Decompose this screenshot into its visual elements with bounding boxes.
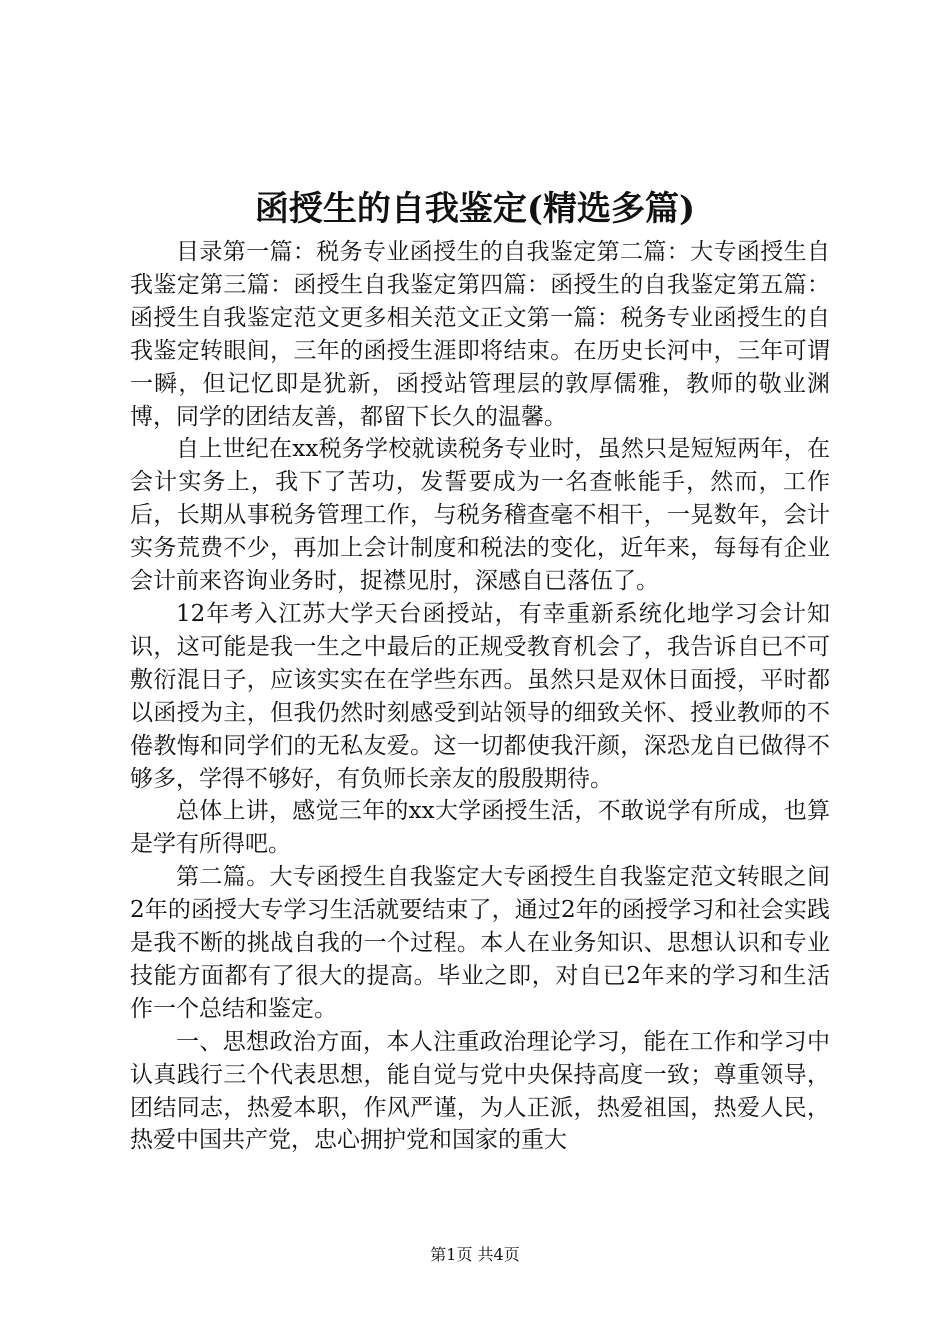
paragraph: 总体上讲，感觉三年的xx大学函授生活，不敢说学有所成，也算是学有所得吧。 xyxy=(130,798,830,858)
document-body xyxy=(130,236,830,1157)
paragraph: 自上世纪在xx税务学校就读税务专业时，虽然只是短短两年，在会计实务上，我下了苦功，发誓要成为一名查帐能手，然而，工作后，长期从事税务管理工作，与税务稽查毫不相干，一晃数年，会计实务荒费不少，再加上会计制度和税法的变化，近年来，每每有企业会计前来咨询业务时，捉襟见肘，深感自已落伍了。 xyxy=(130,436,830,595)
paragraph: 目录第一篇：税务专业函授生的自我鉴定第二篇：大专函授生自我鉴定第三篇：函授生自我鉴定第四篇：函授生的自我鉴定第五篇：函授生自我鉴定范文更多相关范文正文第一篇：税务专业函授生的自我鉴定转眼间，三年的函授生涯即将结束。在历史长河中，三年可谓一瞬，但记忆即是犹新，函授站管理层的敦厚儒雅，教师的敬业渊博，同学的团结友善，都留下长久的温馨。 xyxy=(130,239,830,430)
document-title: 函授生的自我鉴定(精选多篇) xyxy=(254,189,696,229)
paragraph: 一、思想政治方面，本人注重政治理论学习，能在工作和学习中认真践行三个代表思想，能自觉与党中央保持高度一致；尊重领导，团结同志，热爱本职，作风严谨，为人正派，热爱祖国，热爱人民，热爱中国共产党，忠心拥护党和国家的重大 xyxy=(130,1028,830,1154)
paragraph: 第二篇。大专函授生自我鉴定大专函授生自我鉴定范文转眼之间2年的函授大专学习生活就要结束了，通过2年的函授学习和社会实践是我不断的挑战自我的一个过程。本人在业务知识、思想认识和专业技能方面都有了很大的提高。毕业之即，对自已2年来的学习和生活作一个总结和鉴定。 xyxy=(130,864,830,1022)
page-number-footer: 第1页 共4页 xyxy=(430,1245,520,1264)
paragraph: 12年考入江苏大学天台函授站，有幸重新系统化地学习会计知识，这可能是我一生之中最后的正规受教育机会了，我告诉自已不可敷衍混日子，应该实实在在学些东西。虽然只是双休日面授，平时都以函授为主，但我仍然时刻感受到站领导的细致关怀、授业教师的不倦教悔和同学们的无私友爱。这一切都使我汗颜，深恐龙自已做得不够多，学得不够好，有负师长亲友的殷殷期待。 xyxy=(130,600,830,792)
